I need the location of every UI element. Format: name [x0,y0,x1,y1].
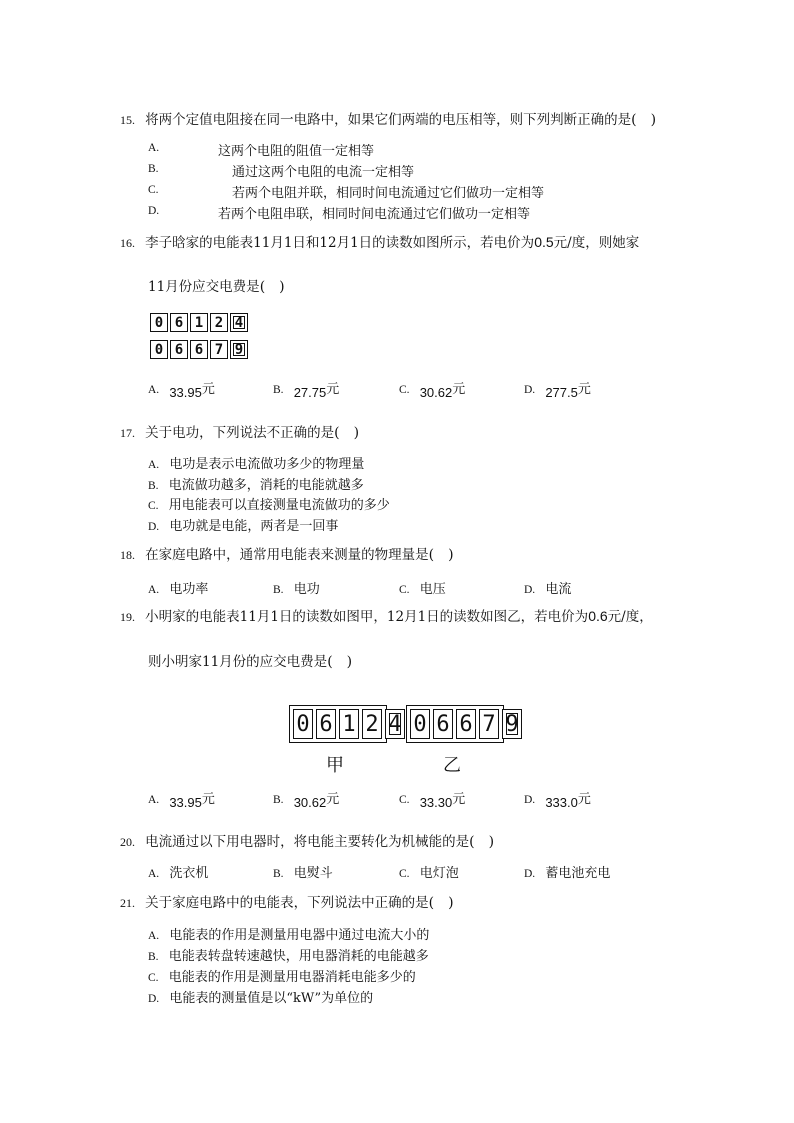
option-b: B. 30.62元 [273,792,340,810]
meter-digit: 2 [362,709,382,739]
question-text: 关于家庭电路中的电能表，下列说法中正确的是 [145,895,429,911]
option-a: A. 33.95元 [148,382,215,400]
meter-digit: 6 [456,709,476,739]
option-d: D. 电功就是电能，两者是一回事 [148,519,339,534]
meter-digit: 6 [316,709,336,739]
question-text: 则小明家11月份的应交电费是 [148,654,328,670]
meter-digit-decimal: 9 [502,709,522,739]
option-d: D. 蓄电池充电 [524,866,611,881]
question-16-stem [120,231,639,251]
meter-digit: 7 [479,709,499,739]
meter-digit: 7 [210,340,228,359]
meter-digit-decimal: 4 [230,313,248,332]
meter-reading-nov [150,313,250,332]
meter-digit: 0 [150,340,168,359]
option-b: B. 电流做功越多，消耗的电能就越多 [148,478,364,493]
question-number: 16. [120,236,135,250]
option-d: D. 277.5元 [524,382,591,400]
option-c: C. 电灯泡 [399,866,459,881]
question-15-stem [120,108,656,129]
price-unit: 元/度，则她家 [553,235,640,251]
question-text: 11月份应交电费是 [148,279,260,295]
question-text: 李子晗家的电能表11月1日和12月1日的读数如图所示，若电价为 [145,235,535,251]
meter-digit: 0 [293,709,313,739]
price-unit: 元/度， [607,609,653,625]
caption-yi: 乙 [443,755,461,776]
question-number: 15. [120,113,135,127]
meter-digit: 1 [339,709,359,739]
option-d: D. 电流 [524,582,572,597]
question-17-stem [120,421,359,442]
meter-reading-dec [150,340,250,359]
meter-digit: 6 [170,313,188,332]
question-text: 关于电功，下列说法不正确的是 [145,425,335,441]
option-a: A. 电功率 [148,582,209,597]
meter-digit: 0 [150,313,168,332]
option-c: C. 33.30元 [399,792,466,810]
option-d: D. 若两个电阻串联，相同时间电流通过它们做功一定相等 [148,205,531,222]
question-18-stem [120,543,454,564]
price-value: 0.5 [534,234,554,250]
meter-digit: 6 [433,709,453,739]
option-b: B. 27.75元 [273,382,340,400]
option-d: D. 电能表的测量值是以“kW”为单位的 [148,991,374,1006]
option-d: D. 333.0元 [524,792,591,810]
meter-jia [293,709,408,739]
question-19-stem-line2 [148,650,352,671]
option-b: B. 电能表转盘转速越快，用电器消耗的电能越多 [148,949,429,964]
question-number: 20. [120,835,135,849]
answer-paren: ( ) [259,279,285,295]
answer-paren: ( ) [327,654,353,670]
meter-digit: 2 [210,313,228,332]
question-number: 19. [120,610,135,624]
question-20-stem [120,830,494,851]
question-number: 21. [120,896,135,910]
answer-paren: ( ) [631,112,657,128]
meter-digit: 0 [410,709,430,739]
meter-digit: 6 [170,340,188,359]
option-b: B. 电熨斗 [273,866,333,881]
option-c: C. 30.62元 [399,382,466,400]
answer-paren: ( ) [428,895,454,911]
option-a: A. 电功是表示电流做功多少的物理量 [148,457,365,472]
question-number: 17. [120,426,135,440]
option-a: A. 电能表的作用是测量用电器中通过电流大小的 [148,928,430,943]
answer-paren: ( ) [469,834,495,850]
question-16-stem-line2 [148,275,285,296]
option-a: A. 这两个电阻的阻值一定相等 [148,142,375,159]
meter-digit-decimal: 9 [230,340,248,359]
question-text: 将两个定值电阻接在同一电路中，如果它们两端的电压相等，则下列判断正确的是 [145,112,632,128]
meter-digit-decimal: 4 [385,709,405,739]
question-number: 18. [120,548,135,562]
question-text: 在家庭电路中，通常用电能表来测量的物理量是 [145,547,429,563]
answer-paren: ( ) [334,425,360,441]
meter-yi [410,709,525,739]
question-19-stem [120,605,653,625]
meter-digit: 6 [190,340,208,359]
question-21-stem [120,891,454,912]
option-b: B. 电功 [273,582,320,597]
answer-paren: ( ) [428,547,454,563]
option-c: C. 电能表的作用是测量用电器消耗电能多少的 [148,970,416,985]
meter-digit: 1 [190,313,208,332]
option-c: C. 用电能表可以直接测量电流做功的多少 [148,498,390,513]
option-a: A. 洗衣机 [148,866,209,881]
option-c: C. 电压 [399,582,446,597]
option-a: A. 33.95元 [148,792,215,810]
question-text: 小明家的电能表11月1日的读数如图甲，12月1日的读数如图乙，若电价为 [145,609,589,625]
option-b: B. 通过这两个电阻的电流一定相等 [148,163,415,180]
question-text: 电流通过以下用电器时，将电能主要转化为机械能的是 [145,834,470,850]
option-c: C. 若两个电阻并联，相同时间电流通过它们做功一定相等 [148,184,545,201]
price-value: 0.6 [588,608,608,624]
caption-jia: 甲 [326,755,344,776]
